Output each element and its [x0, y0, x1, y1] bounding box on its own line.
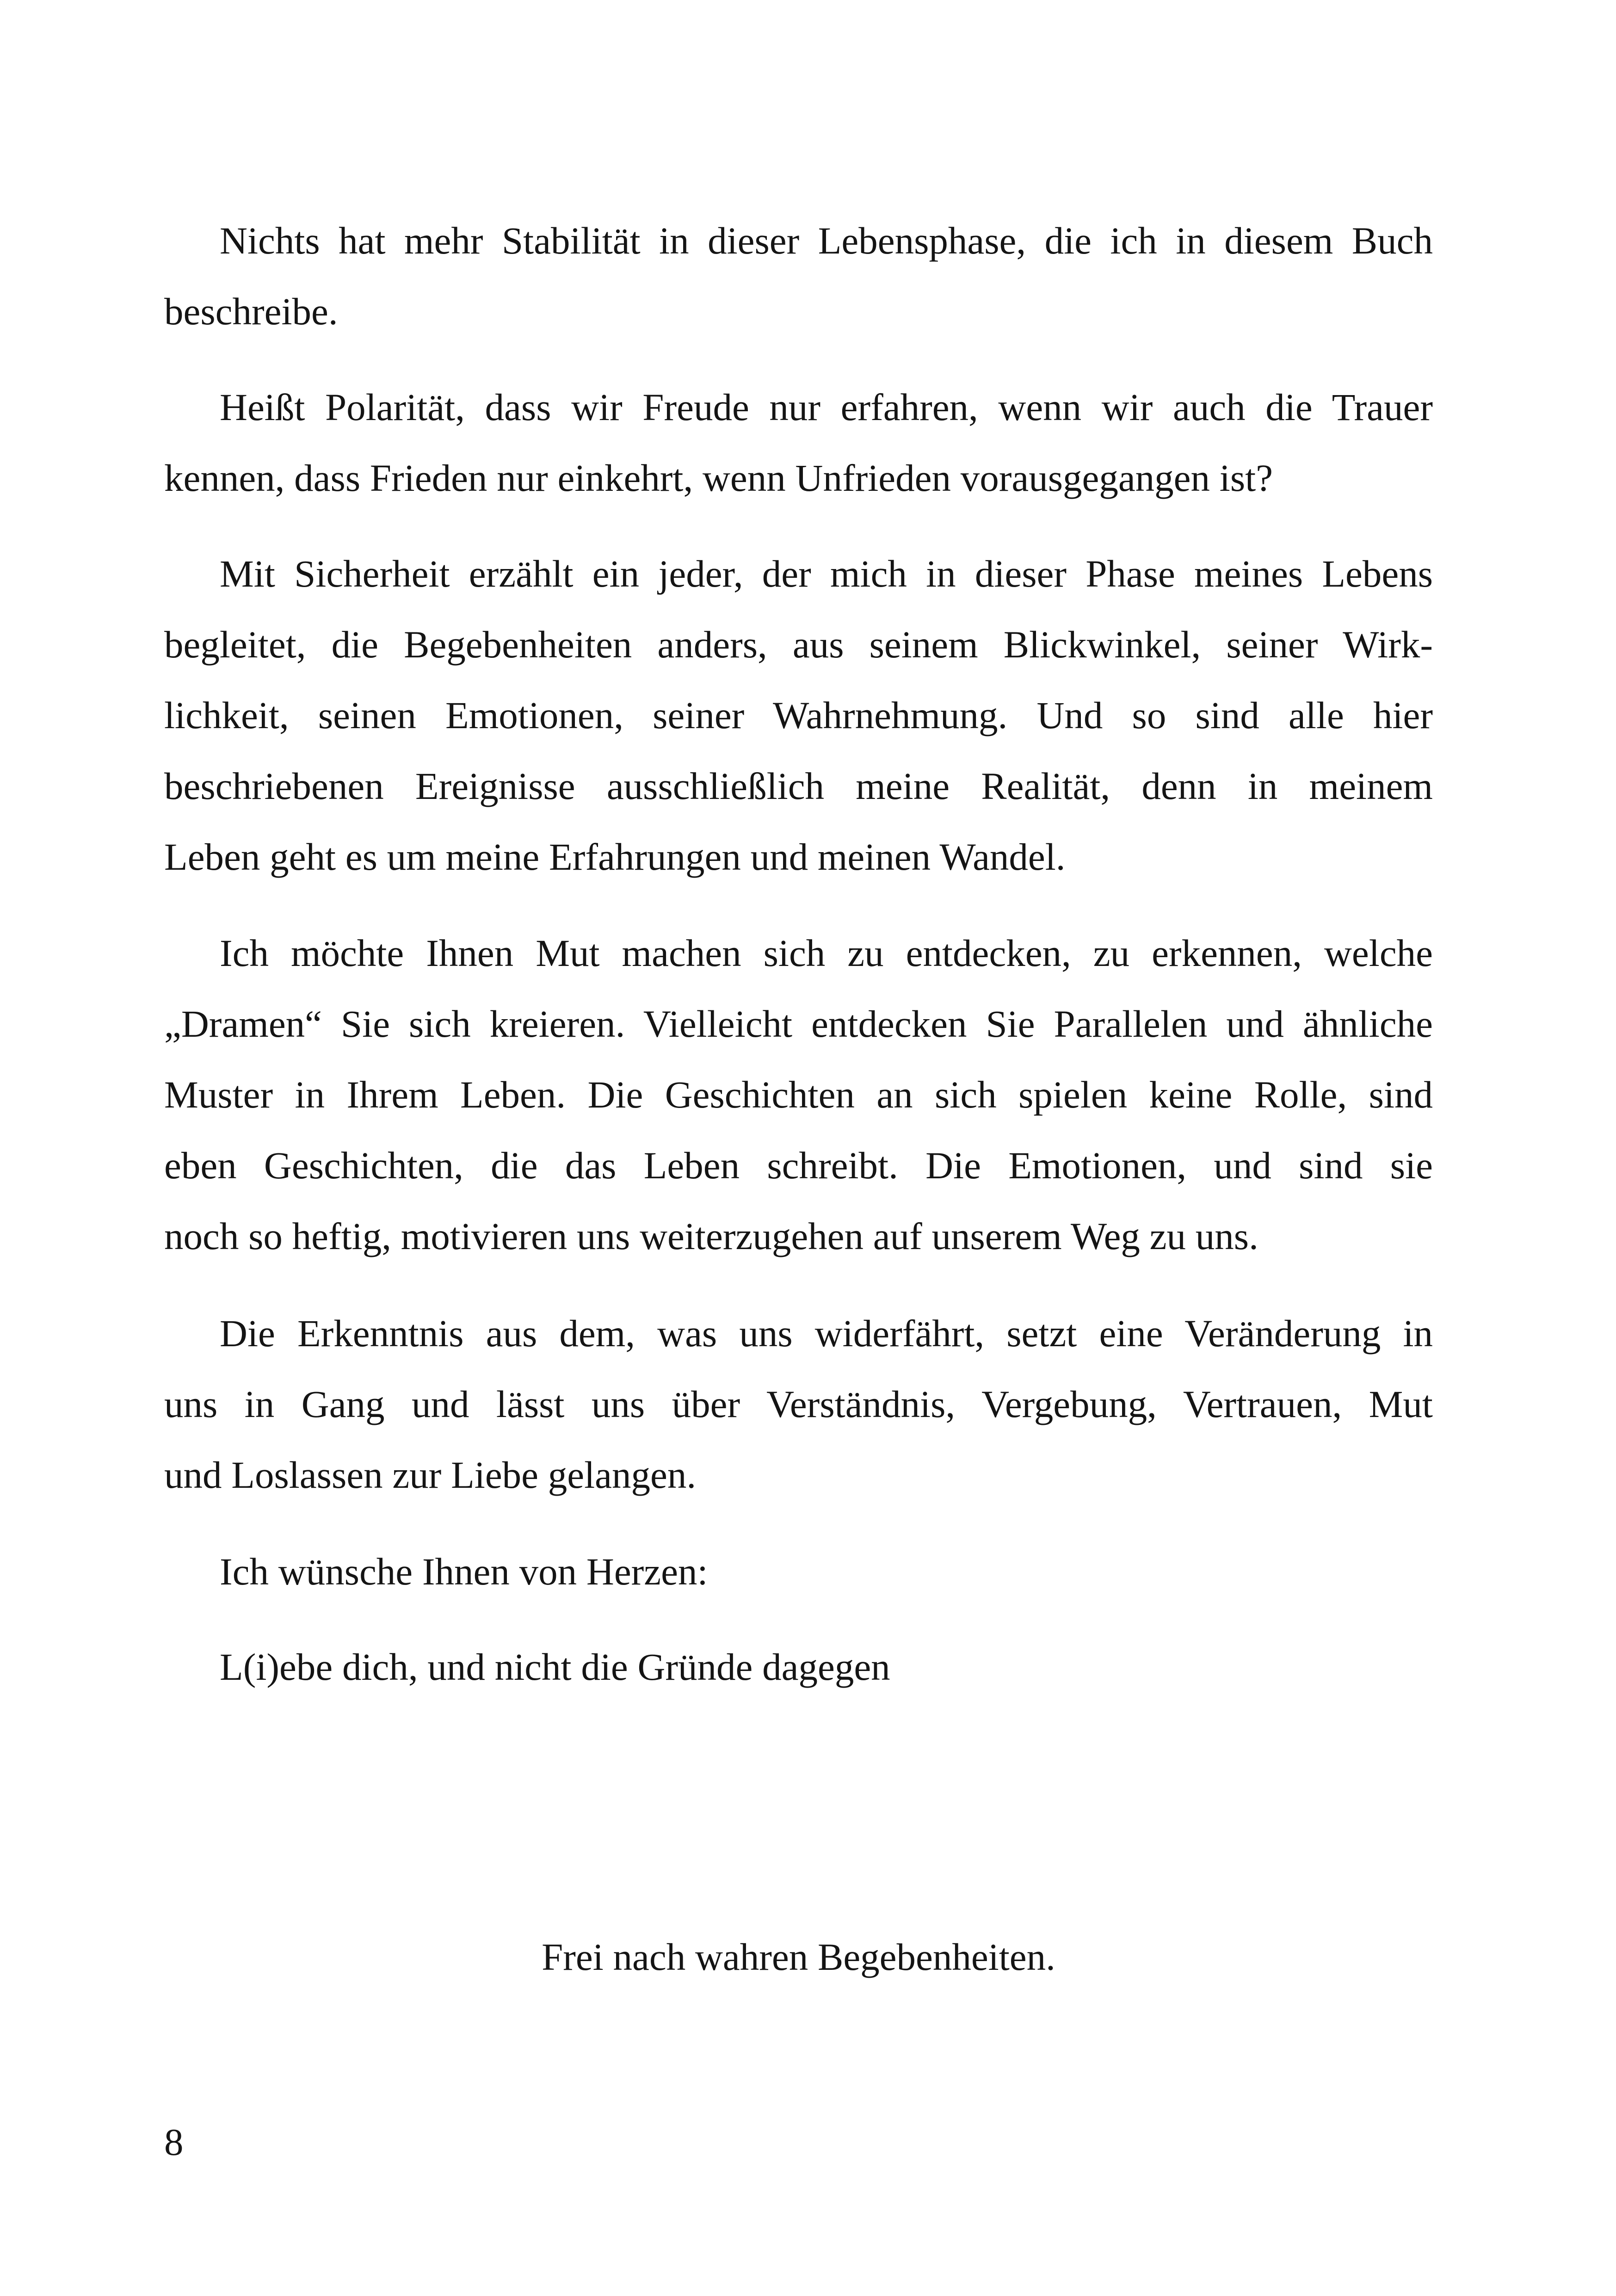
paragraph-3-line-4: beschriebenen Ereignisse ausschließlich meine Realität, denn in meinem [164, 765, 1433, 807]
paragraph-4-line-2: „Dramen“ Sie sich kreieren. Vielleicht entdecken Sie Parallelen und ähnliche [164, 1003, 1433, 1045]
paragraph-4-line-4: eben Geschichten, die das Leben schreibt. Die Emotionen, und sind sie [164, 1144, 1433, 1187]
paragraph-3-line-5: Leben geht es um meine Erfahrungen und meinen Wandel. [164, 835, 1066, 878]
closing-note: Frei nach wahren Begebenheiten. [542, 1936, 1055, 1978]
paragraph-5-line-3: und Loslassen zur Liebe gelangen. [164, 1454, 697, 1496]
paragraph-6-line-1: Ich wünsche Ihnen von Herzen: [220, 1550, 708, 1593]
paragraph-2-line-2: kennen, dass Frieden nur einkehrt, wenn Unfrieden vorausgegangen ist? [164, 457, 1273, 499]
paragraph-3-line-3: lichkeit, seinen Emotionen, seiner Wahrnehmung. Und so sind alle hier [164, 694, 1433, 736]
paragraph-5-line-1: Die Erkenntnis aus dem, was uns widerfährt, setzt eine Veränderung in [220, 1312, 1433, 1355]
page-number: 8 [164, 2121, 184, 2163]
paragraph-3-line-2: begleitet, die Begebenheiten anders, aus seinem Blickwinkel, seiner Wirk- [164, 623, 1433, 666]
paragraph-4-line-1: Ich möchte Ihnen Mut machen sich zu entdecken, zu erkennen, welche [220, 932, 1433, 974]
paragraph-2-line-1: Heißt Polarität, dass wir Freude nur erfahren, wenn wir auch die Trauer [220, 386, 1433, 428]
paragraph-1-line-1: Nichts hat mehr Stabilität in dieser Lebensphase, die ich in diesem Buch [220, 219, 1433, 262]
paragraph-3-line-1: Mit Sicherheit erzählt ein jeder, der mich in dieser Phase meines Lebens [220, 552, 1433, 595]
paragraph-1-line-2: beschreibe. [164, 290, 338, 333]
paragraph-4-line-5: noch so heftig, motivieren uns weiterzugehen auf unserem Weg zu uns. [164, 1215, 1258, 1257]
paragraph-5-line-2: uns in Gang und lässt uns über Verständnis, Vergebung, Vertrauen, Mut [164, 1383, 1433, 1425]
paragraph-4-line-3: Muster in Ihrem Leben. Die Geschichten an sich spielen keine Rolle, sind [164, 1073, 1433, 1116]
paragraph-7-line-1: L(i)ebe dich, und nicht die Gründe dagegen [220, 1646, 890, 1688]
